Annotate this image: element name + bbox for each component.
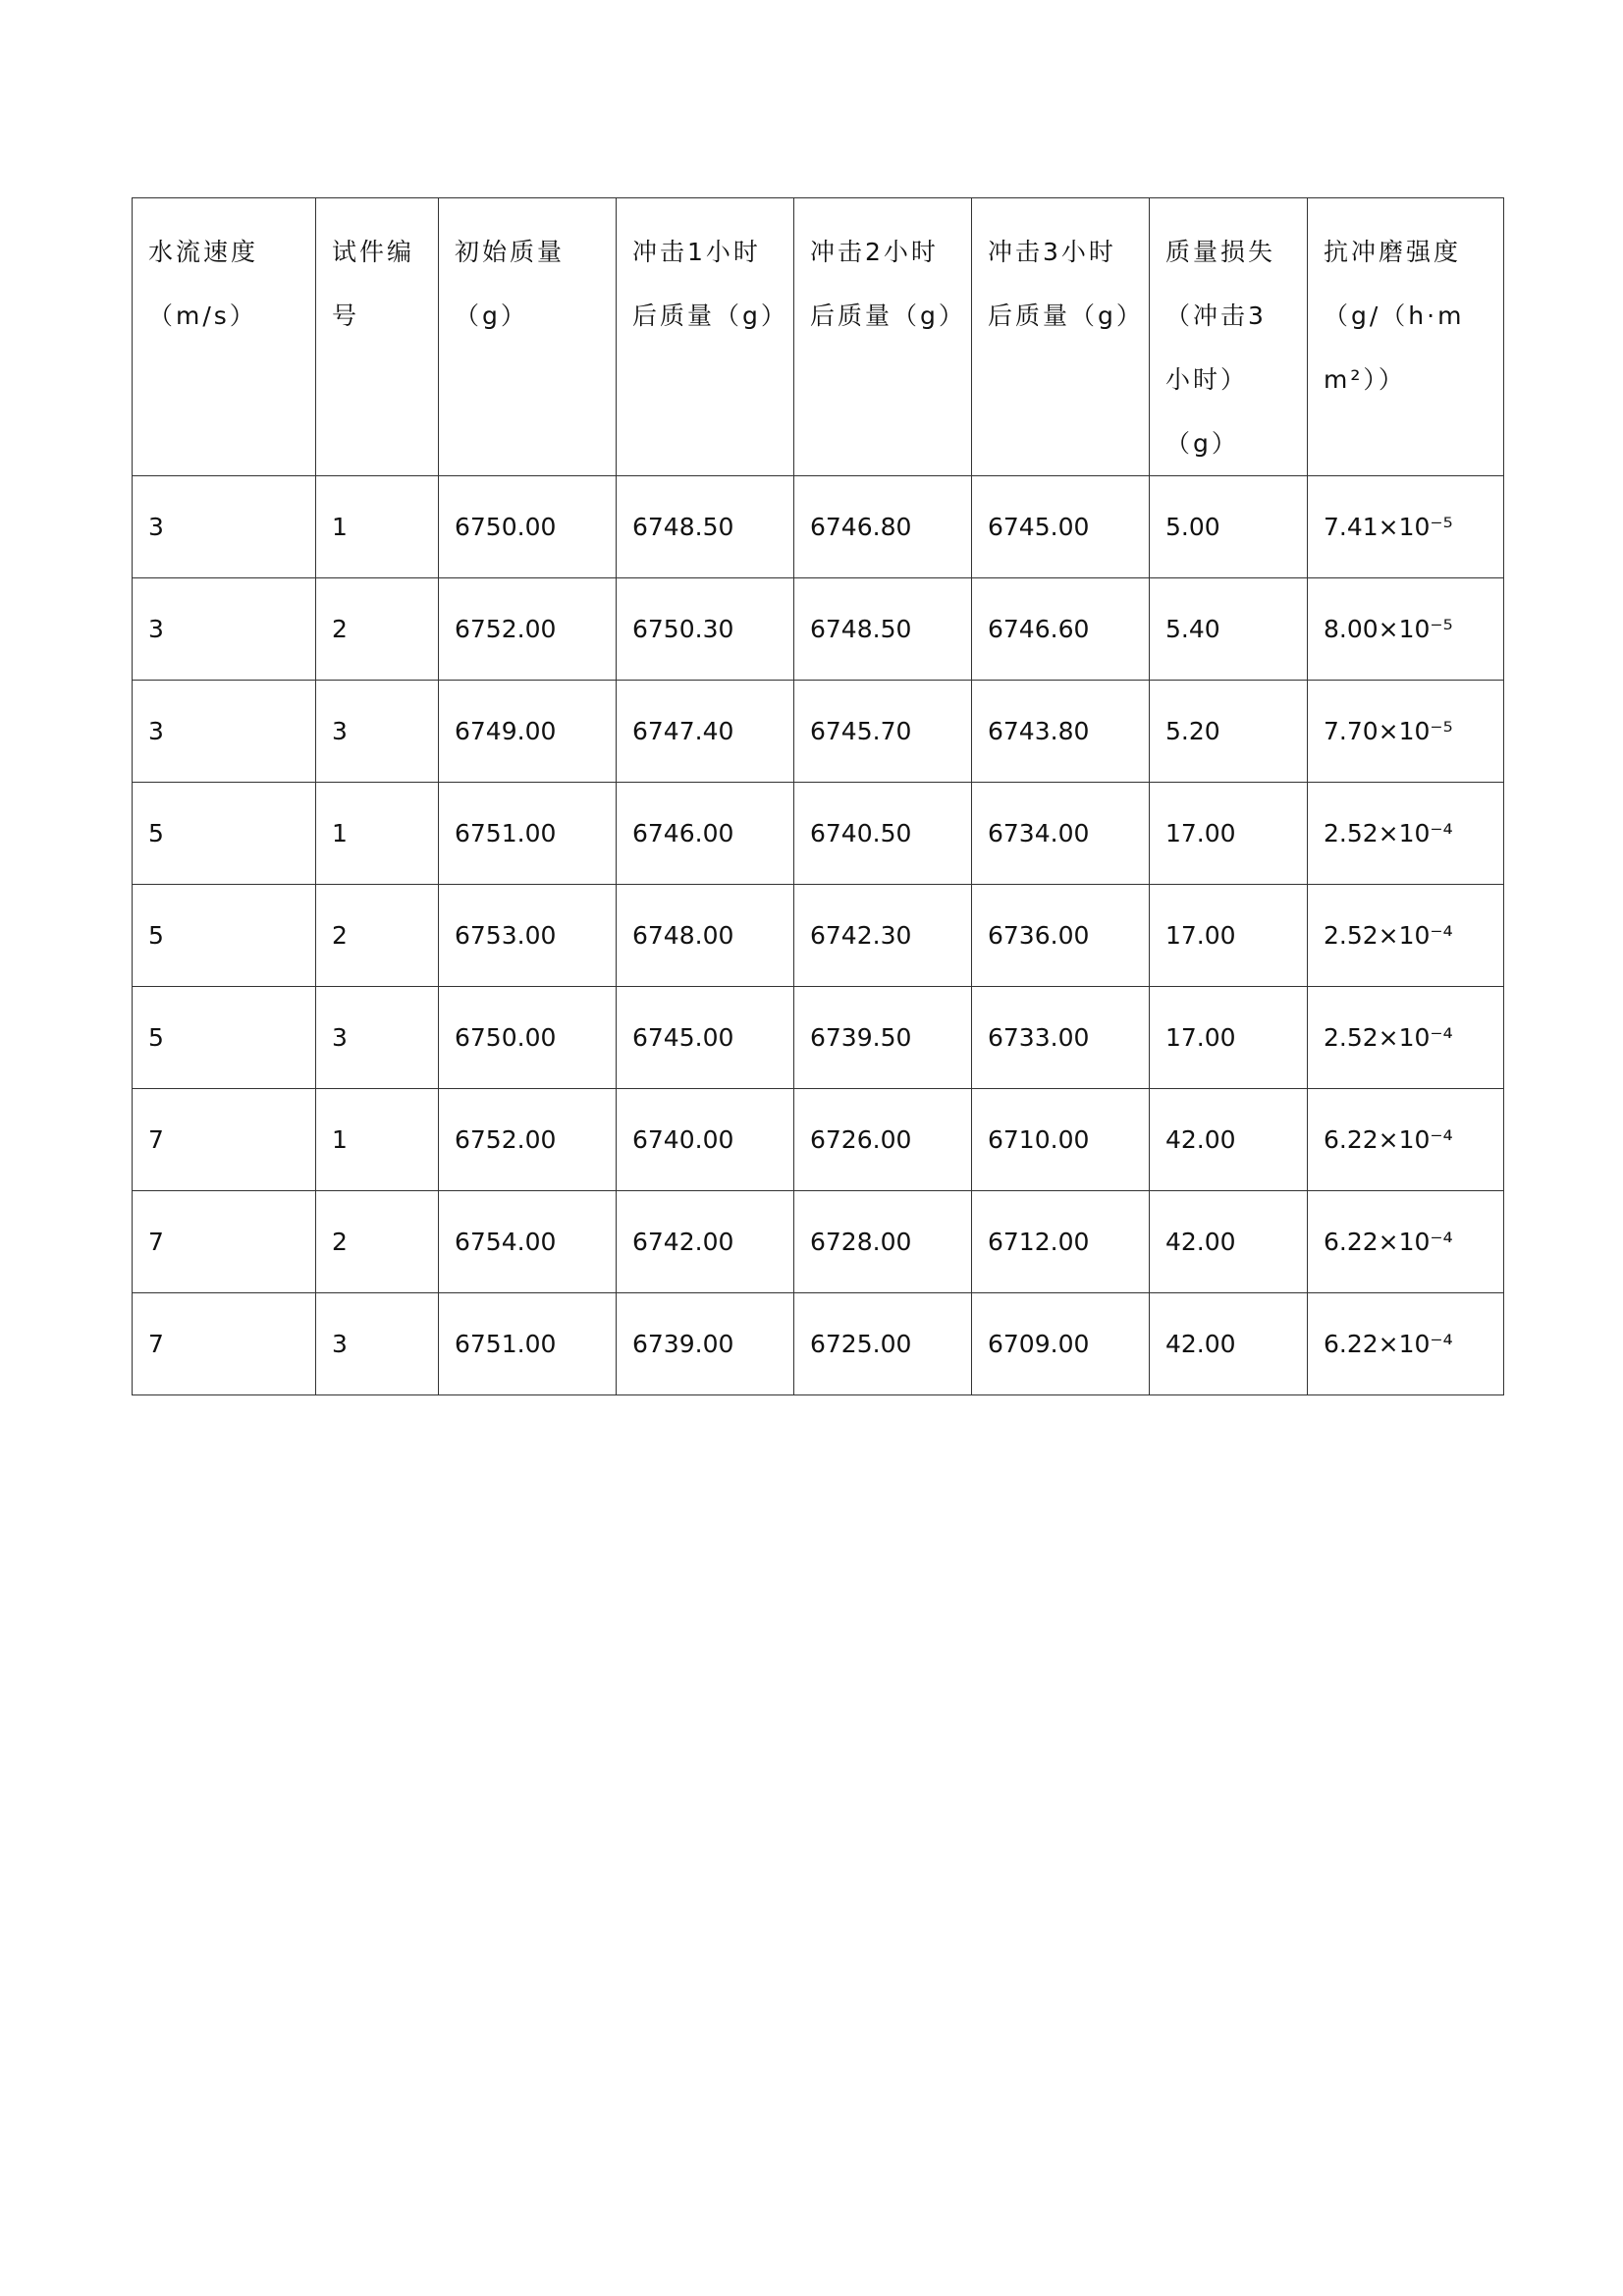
table-cell: 3 — [133, 476, 316, 578]
table-cell: 6710.00 — [972, 1089, 1150, 1191]
table-cell: 6748.00 — [617, 885, 794, 987]
table-cell: 42.00 — [1150, 1089, 1308, 1191]
table-cell: 6754.00 — [439, 1191, 617, 1293]
table-cell: 42.00 — [1150, 1293, 1308, 1395]
table-cell: 17.00 — [1150, 987, 1308, 1089]
table-cell: 5.40 — [1150, 578, 1308, 681]
table-row — [133, 1191, 1504, 1293]
table-cell: 2 — [316, 1191, 439, 1293]
table-cell: 1 — [316, 1089, 439, 1191]
table-cell: 6745.70 — [794, 681, 972, 783]
table-cell: 17.00 — [1150, 783, 1308, 885]
table-cell: 6746.80 — [794, 476, 972, 578]
table-cell: 3 — [316, 681, 439, 783]
table-cell: 6734.00 — [972, 783, 1150, 885]
table-cell: 6748.50 — [617, 476, 794, 578]
table-cell: 6743.80 — [972, 681, 1150, 783]
table-row — [133, 681, 1504, 783]
table-cell: 3 — [133, 578, 316, 681]
table-cell: 6740.00 — [617, 1089, 794, 1191]
header-cell-specimen-number: 试件编号 — [316, 198, 439, 476]
table-cell: 3 — [316, 1293, 439, 1395]
header-cell-mass-loss: 质量损失（冲击3小时）（g） — [1150, 198, 1308, 476]
table-cell: 7 — [133, 1089, 316, 1191]
table-cell: 6709.00 — [972, 1293, 1150, 1395]
table-cell: 6.22×10⁻⁴ — [1308, 1089, 1504, 1191]
table-cell: 1 — [316, 783, 439, 885]
table-cell: 6751.00 — [439, 1293, 617, 1395]
table-row — [133, 476, 1504, 578]
table-row — [133, 987, 1504, 1089]
table-cell: 6726.00 — [794, 1089, 972, 1191]
table-cell: 42.00 — [1150, 1191, 1308, 1293]
table-cell: 6746.60 — [972, 578, 1150, 681]
table-cell: 6742.00 — [617, 1191, 794, 1293]
table-cell: 2.52×10⁻⁴ — [1308, 987, 1504, 1089]
header-cell-mass-after-2h: 冲击2小时后质量（g） — [794, 198, 972, 476]
table-cell: 2 — [316, 885, 439, 987]
table-header — [133, 198, 1504, 476]
table-cell: 1 — [316, 476, 439, 578]
table-cell: 6750.30 — [617, 578, 794, 681]
table-cell: 6736.00 — [972, 885, 1150, 987]
table-cell: 7.70×10⁻⁵ — [1308, 681, 1504, 783]
header-cell-initial-mass: 初始质量（g） — [439, 198, 617, 476]
header-cell-flow-velocity: 水流速度（m/s） — [133, 198, 316, 476]
table-cell: 6739.00 — [617, 1293, 794, 1395]
table-header-row — [133, 198, 1504, 476]
table-row — [133, 578, 1504, 681]
table-cell: 6725.00 — [794, 1293, 972, 1395]
table-cell: 5 — [133, 987, 316, 1089]
table-cell: 6745.00 — [617, 987, 794, 1089]
table-cell: 6752.00 — [439, 1089, 617, 1191]
table-row — [133, 783, 1504, 885]
header-cell-mass-after-3h: 冲击3小时后质量（g） — [972, 198, 1150, 476]
table-cell: 8.00×10⁻⁵ — [1308, 578, 1504, 681]
table-cell: 6750.00 — [439, 987, 617, 1089]
table-row — [133, 1293, 1504, 1395]
table-cell: 5 — [133, 783, 316, 885]
table-cell: 6747.40 — [617, 681, 794, 783]
table-cell: 6746.00 — [617, 783, 794, 885]
table-cell: 6751.00 — [439, 783, 617, 885]
table-cell: 6745.00 — [972, 476, 1150, 578]
table-row — [133, 885, 1504, 987]
table-cell: 6749.00 — [439, 681, 617, 783]
table-cell: 7 — [133, 1191, 316, 1293]
table-cell: 6728.00 — [794, 1191, 972, 1293]
table-cell: 6750.00 — [439, 476, 617, 578]
table-cell: 6712.00 — [972, 1191, 1150, 1293]
table-cell: 5 — [133, 885, 316, 987]
table-cell: 7 — [133, 1293, 316, 1395]
table-cell: 2 — [316, 578, 439, 681]
table-cell: 6742.30 — [794, 885, 972, 987]
table-cell: 2.52×10⁻⁴ — [1308, 885, 1504, 987]
table-cell: 5.20 — [1150, 681, 1308, 783]
table-cell: 17.00 — [1150, 885, 1308, 987]
table-cell: 6752.00 — [439, 578, 617, 681]
table-body — [133, 476, 1504, 1395]
table-cell: 6748.50 — [794, 578, 972, 681]
table-cell: 6733.00 — [972, 987, 1150, 1089]
table-cell: 3 — [133, 681, 316, 783]
table-cell: 3 — [316, 987, 439, 1089]
table-cell: 6753.00 — [439, 885, 617, 987]
table-cell: 6.22×10⁻⁴ — [1308, 1293, 1504, 1395]
header-cell-mass-after-1h: 冲击1小时后质量（g） — [617, 198, 794, 476]
data-table — [132, 197, 1504, 1395]
table-cell: 5.00 — [1150, 476, 1308, 578]
table-cell: 2.52×10⁻⁴ — [1308, 783, 1504, 885]
table-cell: 6.22×10⁻⁴ — [1308, 1191, 1504, 1293]
table-cell: 6739.50 — [794, 987, 972, 1089]
table-row — [133, 1089, 1504, 1191]
table-cell: 6740.50 — [794, 783, 972, 885]
header-cell-abrasion-strength: 抗冲磨强度（g/（h·mm²）） — [1308, 198, 1504, 476]
table-cell: 7.41×10⁻⁵ — [1308, 476, 1504, 578]
